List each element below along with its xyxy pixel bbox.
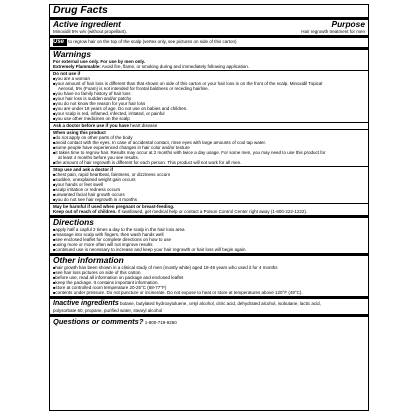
active-ingredient-text: Minoxidil 5% w/v (without propellant). xyxy=(53,29,128,34)
list-item: ■ see enclosed leaflet for complete directions on how to use xyxy=(53,237,365,242)
active-ingredient-heading: Active ingredient xyxy=(53,19,121,29)
flammable-label: Extremely Flammable: xyxy=(53,64,101,69)
list-item: ■ do not apply on other parts of the body xyxy=(53,135,365,140)
list-item: ■ contents under pressure. Do not puncture or incinerate. Do not expose to heat or store at temperatures above 120°F (49°C). xyxy=(53,290,365,295)
active-ingredient-row xyxy=(53,29,365,34)
list-item: ■ before use, read all information on package and enclosed leaflet xyxy=(53,275,365,280)
inactive-ingredients-section xyxy=(53,299,365,308)
list-item: ■ the amount of hair regrowth is different for each person. This product will not work for all men. xyxy=(53,160,365,165)
drug-facts-label xyxy=(49,4,369,411)
use-section xyxy=(53,38,365,46)
use-text: to regrow hair on the top of the scalp (vertex only, see pictures on side of this carton) xyxy=(68,39,237,44)
list-item: ■ massage into scalp with fingers, then wash hands well xyxy=(53,232,365,237)
directions-list xyxy=(53,227,365,252)
pregnancy-warning: May be harmful if used when pregnant or breast-feeding. xyxy=(53,204,175,209)
list-item: ■ you have no family history of hair loss xyxy=(53,91,365,96)
questions-phone: 1-800-719-9260 xyxy=(144,320,177,325)
purpose-heading: Purpose xyxy=(331,19,365,29)
use-heading: Use xyxy=(53,39,67,46)
list-item: ■ your amount of hair loss is different than that shown on side of this carton or your hair loss is on the front of the scalp. Minoxidil Topical xyxy=(53,81,365,86)
inactive-ingredients-line2: polysorbate 60, propane, purified water, stearyl alcohol xyxy=(53,308,163,313)
directions-heading: Directions xyxy=(53,217,94,227)
flammable-warning xyxy=(53,64,365,69)
list-item: ■ scalp irritation or redness occurs xyxy=(53,187,365,192)
list-item: ■ sudden, unexplained weight gain occurs xyxy=(53,177,365,182)
list-item: ■ your hair loss is sudden and/or patchy xyxy=(53,96,365,101)
list-item: at least 4 months before you see results. xyxy=(58,155,140,160)
list-item: ■ your hands or feet swell xyxy=(53,182,365,187)
when-using-heading: When using this product xyxy=(53,130,106,135)
flammable-text: Avoid fire, flame, or smoking during and immediately following application. xyxy=(101,64,250,69)
stop-use-heading: Stop use and ask a doctor if xyxy=(53,167,114,172)
list-item: ■ it takes time to regrow hair. Results may occur at 2 months with twice a day usage. For some men, you may need to use this product for xyxy=(53,150,365,155)
when-using-list xyxy=(53,135,365,165)
questions-section xyxy=(53,317,365,327)
list-item: ■ you are under 18 years of age. Do not use on babies and children. xyxy=(53,106,365,111)
list-item: Aerosol, 5% (Foam) is not intended for frontal baldness or receding hairline. xyxy=(58,86,209,91)
other-information-list xyxy=(53,265,365,295)
list-item: ■ chest pain, rapid heartbeat, faintness, or dizziness occurs xyxy=(53,172,365,177)
other-information-heading: Other information xyxy=(53,255,124,265)
purpose-text: Hair regrowth treatment for men xyxy=(301,29,365,34)
list-item: ■ apply half a capful 2 times a day to the scalp in the hair loss area xyxy=(53,227,365,232)
stop-use-list xyxy=(53,172,365,202)
drug-facts-title: Drug Facts xyxy=(53,4,108,16)
list-item: ■ you use other medicines on the scalp xyxy=(53,116,365,121)
keep-out-of-reach xyxy=(53,209,365,214)
list-item: ■ store at controlled room temperature 20-25°C (68-77°F) xyxy=(53,285,365,290)
list-item: ■ you are a woman xyxy=(53,76,365,81)
do-not-use-heading: Do not use if xyxy=(53,71,81,76)
ask-doctor-line xyxy=(53,123,365,128)
warnings-heading: Warnings xyxy=(53,49,92,59)
ask-doctor-label: Ask a doctor before use if you have xyxy=(53,123,130,128)
keep-out-label: Keep out of reach of children. xyxy=(53,209,117,214)
ask-doctor-text: heart disease xyxy=(130,123,158,128)
do-not-use-list xyxy=(53,76,365,121)
list-item: ■ you do not know the reason for your hair loss xyxy=(53,101,365,106)
keep-out-text: If swallowed, get medical help or contact a Poison Control Center right away (1-800-222-1222). xyxy=(117,209,308,214)
list-item: ■ unwanted facial hair growth occurs xyxy=(53,192,365,197)
inactive-ingredients-line1: butane, butylated hydroxytoluene, cetyl alcohol, citric acid, dehydrated alcohol, isobutane, lactic acid, xyxy=(120,301,321,306)
inactive-ingredients-heading: Inactive ingredients xyxy=(53,300,119,307)
list-item: ■ you do not see hair regrowth in 4 months xyxy=(53,197,365,202)
list-item: ■ keep the package. It contains important information. xyxy=(53,280,365,285)
list-item: ■ using more or more often will not improve results xyxy=(53,242,365,247)
list-item: ■ see hair loss pictures on side of this carton xyxy=(53,270,365,275)
list-item: ■ some people have experienced changes in hair color and/or texture xyxy=(53,145,365,150)
questions-heading: Questions or comments? xyxy=(53,317,144,326)
list-item: ■ continued use is necessary to increase and keep your hair regrowth or hair loss will begin again xyxy=(53,247,365,252)
active-ingredient-header-row xyxy=(53,20,365,29)
list-item: ■ hair growth has been shown in a clinical study of men (mostly white) aged 18-49 years who used it for 4 months xyxy=(53,265,365,270)
list-item: ■ avoid contact with the eyes. In case of accidental contact, rinse eyes with large amounts of cool tap water. xyxy=(53,140,365,145)
external-use-text: For external use only. For use by men only. xyxy=(53,59,146,64)
list-item: ■ your scalp is red, inflamed, infected, irritated, or painful xyxy=(53,111,365,116)
